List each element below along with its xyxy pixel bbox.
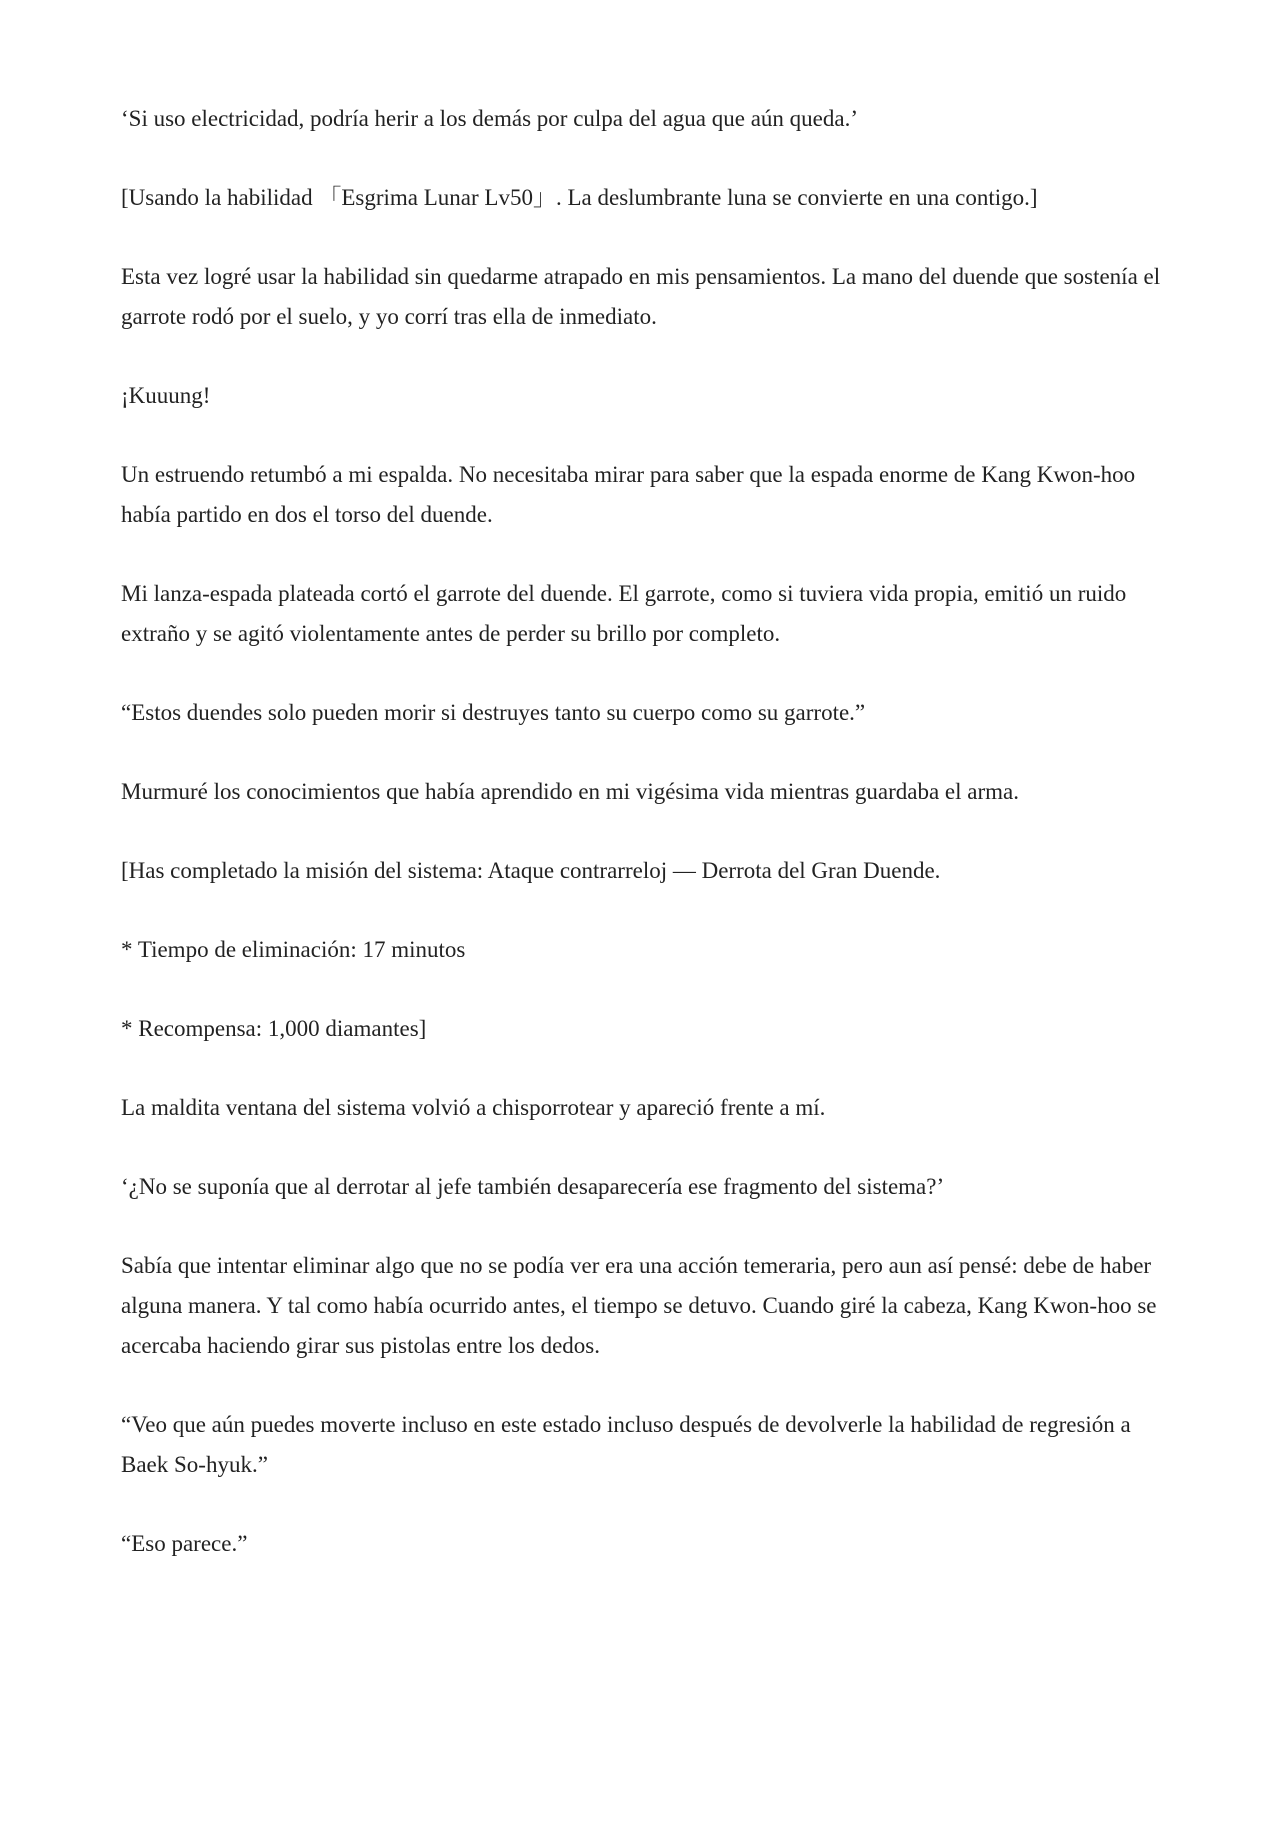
paragraph: Murmuré los conocimientos que había aprendido en mi vigésima vida mientras guardaba el arma.	[121, 779, 1019, 804]
paragraph: * Recompensa: 1,000 diamantes]	[121, 1016, 427, 1041]
paragraph: Esta vez logré usar la habilidad sin quedarme atrapado en mis pensamientos. La mano del duende que sostenía el garrote rodó por el suelo, y yo corrí tras ella de inmediato.	[121, 264, 1161, 329]
paragraph: “Estos duendes solo pueden morir si destruyes tanto su cuerpo como su garrote.”	[121, 700, 866, 725]
paragraph: * Tiempo de eliminación: 17 minutos	[121, 937, 466, 962]
paragraph: Un estruendo retumbó a mi espalda. No necesitaba mirar para saber que la espada enorme de Kang Kwon-hoo había partido en dos el torso del duende.	[121, 462, 1136, 527]
paragraph: ‘Si uso electricidad, podría herir a los demás por culpa del agua que aún queda.’	[121, 106, 859, 131]
paragraph: ¡Kuuung!	[121, 383, 211, 408]
paragraph: Mi lanza-espada plateada cortó el garrote del duende. El garrote, como si tuviera vida propia, emitió un ruido extraño y se agitó violentamente antes de perder su brillo por completo.	[121, 581, 1127, 646]
paragraph: Sabía que intentar eliminar algo que no se podía ver era una acción temeraria, pero aun así pensé: debe de haber alguna manera. Y tal como había ocurrido antes, el tiempo se detuvo. Cuando giré la cabeza, Kang Kwon-hoo se acercaba haciendo girar sus pistolas entre los dedos.	[121, 1253, 1157, 1358]
paragraph: “Eso parece.”	[121, 1531, 248, 1556]
paragraph: La maldita ventana del sistema volvió a chisporrotear y apareció frente a mí.	[121, 1095, 826, 1120]
paragraph: [Has completado la misión del sistema: Ataque contrarreloj — Derrota del Gran Duende.	[121, 858, 941, 883]
paragraph: [Usando la habilidad 「Esgrima Lunar Lv50」. La deslumbrante luna se convierte en una contigo.]	[121, 185, 1038, 210]
story-text	[121, 99, 1161, 1603]
paragraph: “Veo que aún puedes moverte incluso en este estado incluso después de devolverle la habilidad de regresión a Baek So-hyuk.”	[121, 1412, 1131, 1477]
paragraph: ‘¿No se suponía que al derrotar al jefe también desaparecería ese fragmento del sistema?’	[121, 1174, 945, 1199]
